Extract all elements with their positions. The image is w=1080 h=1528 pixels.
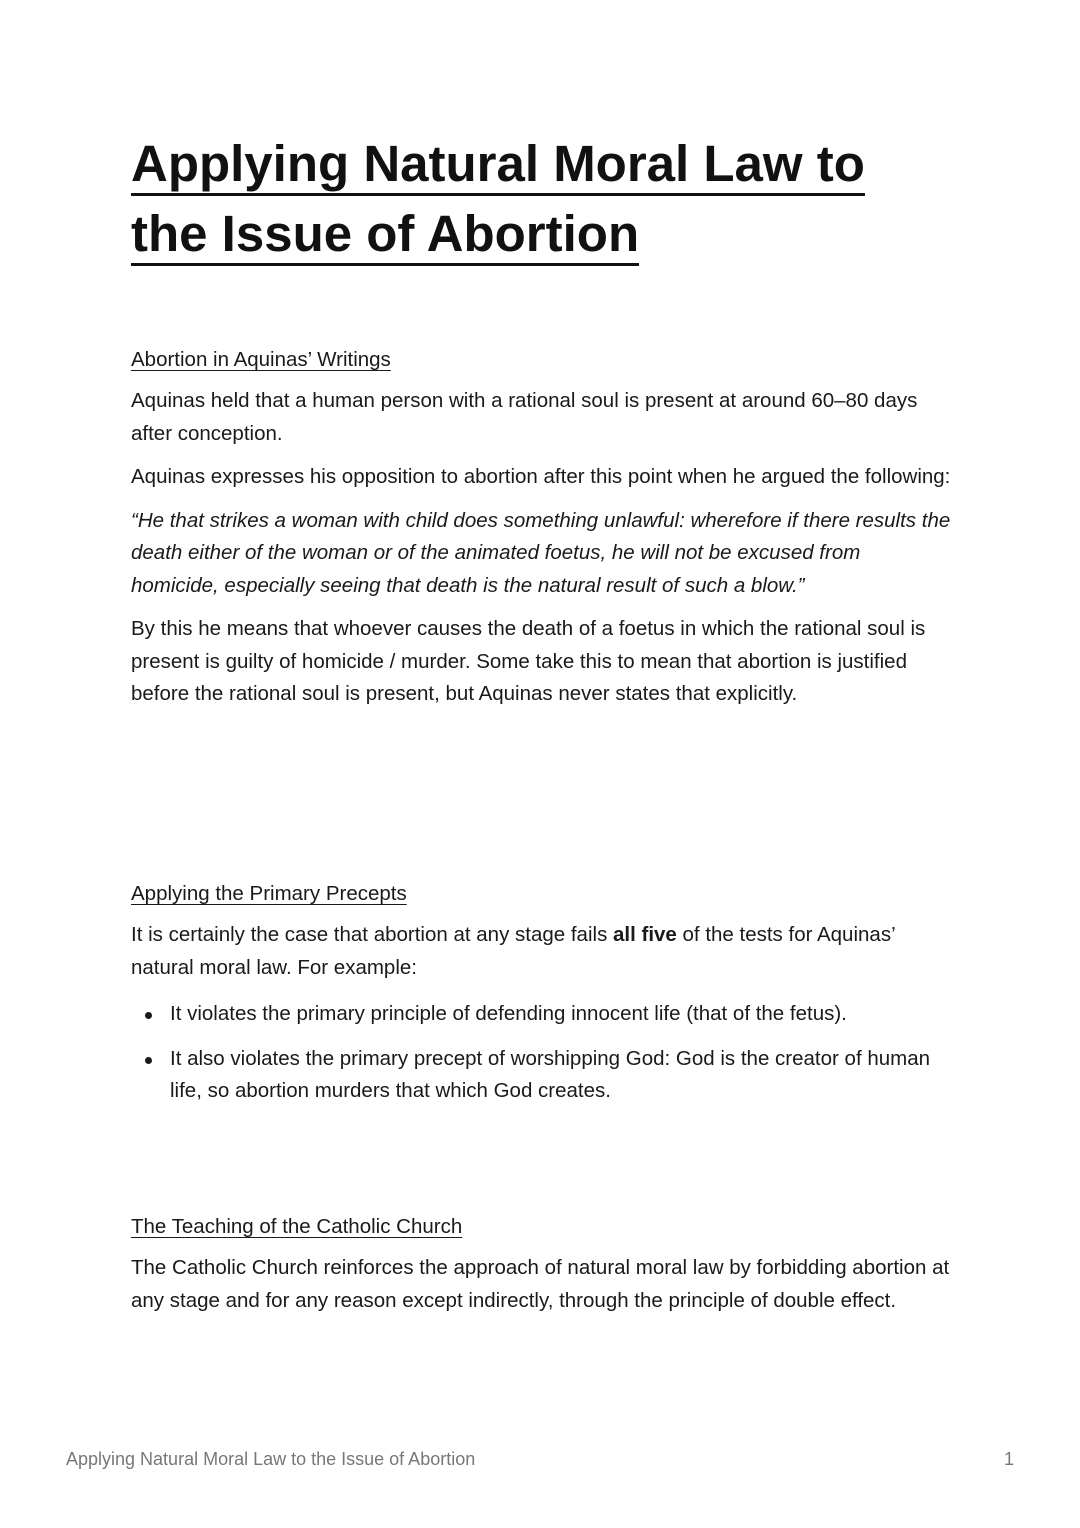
paragraph: By this he means that whoever causes the death of a foetus in which the rational soul is present is guilty of homicide / murder. Some take this to mean that abortion is justified before the rational soul is present, but Aquinas never states that explicitly. — [131, 617, 926, 705]
paragraph: Aquinas expresses his opposition to abortion after this point when he argued the following: — [131, 465, 951, 488]
section-catholic-church — [131, 1214, 951, 1328]
list-item-text: It also violates the primary precept of worshipping God: God is the creator of human life, so abortion murders that which God creates. — [170, 1046, 931, 1102]
list-item-text: It violates the primary principle of defending innocent life (that of the fetus). — [170, 1002, 847, 1025]
paragraph — [131, 919, 951, 984]
section-heading: The Teaching of the Catholic Church — [131, 1215, 463, 1238]
page-title-line-1: Applying Natural Moral Law to — [131, 135, 865, 196]
footer-title: Applying Natural Moral Law to the Issue of Abortion — [66, 1449, 476, 1469]
intro-text: It is certainly the case that abortion at any stage fails — [131, 923, 614, 946]
bullet-icon — [145, 1012, 152, 1019]
section-primary-precepts — [131, 881, 951, 1120]
bullet-list — [131, 998, 951, 1108]
list-item — [131, 1043, 951, 1108]
bullet-icon — [145, 1057, 152, 1064]
section-heading: Applying the Primary Precepts — [131, 882, 407, 905]
list-item — [131, 998, 951, 1031]
section-aquinas-writings — [131, 347, 951, 722]
aquinas-quote: “He that strikes a woman with child does something unlawful: wherefore if there results the death either of the woman or of the animated foetus, he will not be excused from homicide, especially seeing that death is the natural result of such a blow.” — [131, 508, 951, 597]
page-title — [131, 132, 951, 272]
page-number: 1 — [1003, 1449, 1014, 1469]
intro-bold-text: all five — [613, 923, 677, 946]
intro-text: of the tests for Aquinas’ natural moral law. For example: — [131, 923, 895, 979]
paragraph: Aquinas held that a human person with a rational soul is present at around 60–80 days after conception. — [131, 389, 918, 445]
paragraph: The Catholic Church reinforces the approach of natural moral law by forbidding abortion at any stage and for any reason except indirectly, through the principle of double effect. — [131, 1256, 950, 1312]
page-title-line-2: the Issue of Abortion — [131, 205, 639, 266]
section-heading: Abortion in Aquinas’ Writings — [131, 348, 391, 371]
